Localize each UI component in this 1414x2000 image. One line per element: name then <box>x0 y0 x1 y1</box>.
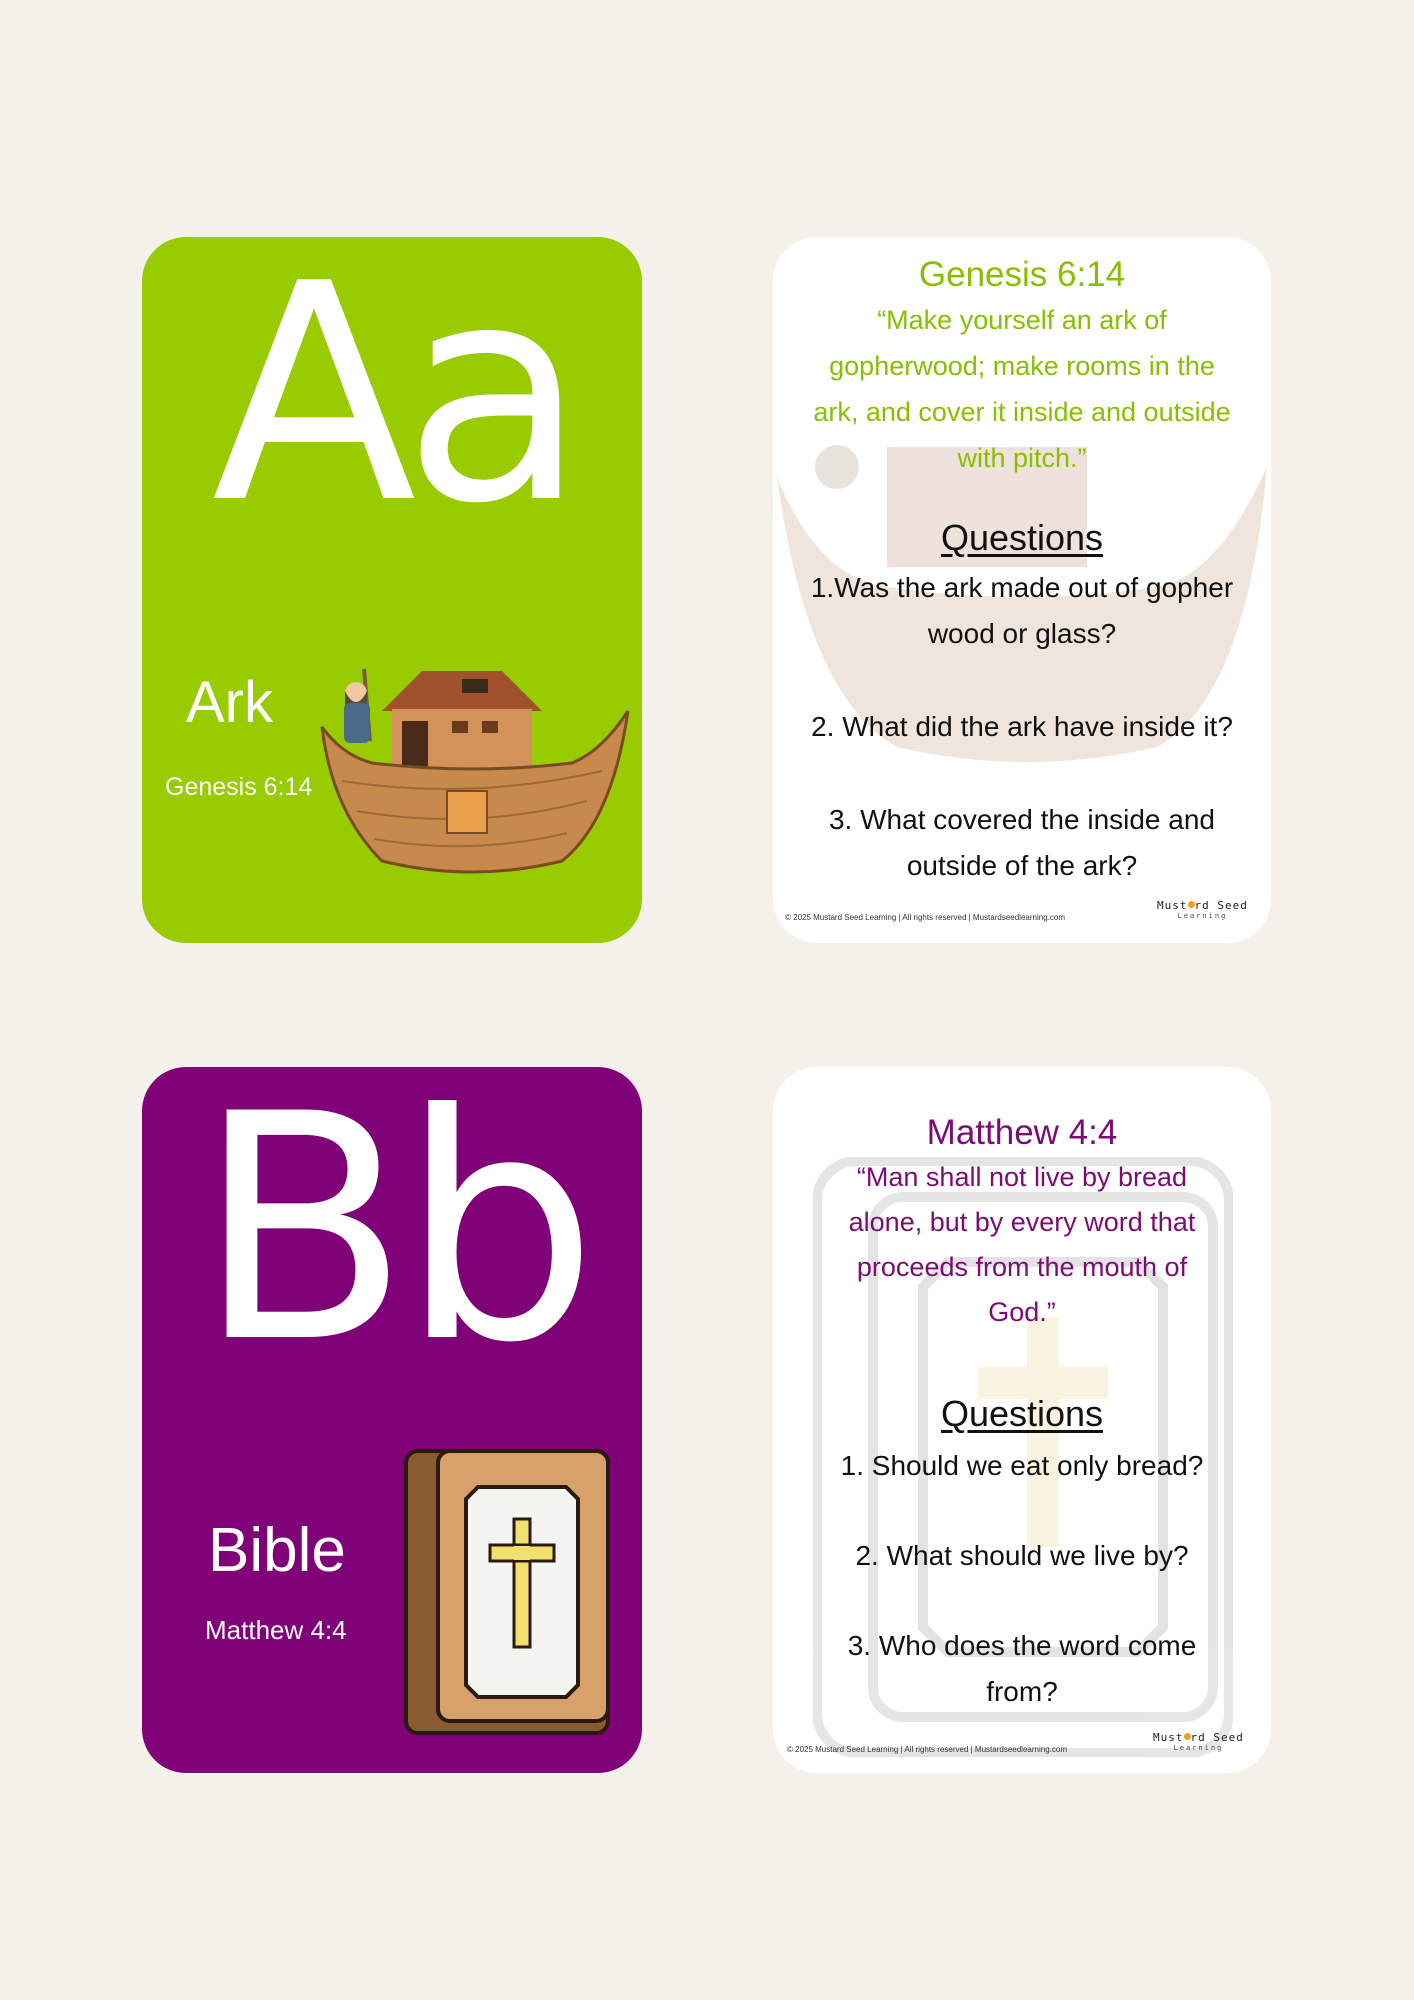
verse-text: “Make yourself an ark of gopherwood; make rooms in the ark, and cover it inside and outside with pitch.” <box>813 305 1231 473</box>
card-a-back <box>773 237 1271 943</box>
questions-heading: Questions <box>940 1393 1104 1434</box>
verse-reference: Matthew 4:4 <box>926 1113 1118 1152</box>
mustard-seed-icon <box>1184 1733 1191 1740</box>
question-item: 2. What did the ark have inside it? <box>811 711 1233 742</box>
question-item: 3. Who does the word come from? <box>847 1630 1197 1707</box>
brand-name: Must rd Seed <box>1153 1731 1244 1744</box>
brand-logo <box>1153 1731 1244 1752</box>
card-b-back <box>773 1067 1271 1773</box>
verse-reference: Genesis 6:14 <box>918 255 1126 294</box>
card-a-back-content <box>773 237 1271 889</box>
card-a-front <box>142 237 642 943</box>
brand-subtitle: Learning <box>1173 1744 1224 1752</box>
card-word: Bible <box>208 1516 346 1585</box>
big-letters: Bb <box>195 1067 589 1411</box>
questions-list <box>773 565 1271 889</box>
question-item: 1.Was the ark made out of gopher wood or glass? <box>810 572 1234 649</box>
card-b-back-content <box>773 1067 1271 1715</box>
questions-list <box>773 1443 1271 1715</box>
card-reference: Matthew 4:4 <box>205 1615 347 1645</box>
card-word: Ark <box>186 670 273 735</box>
brand-logo <box>1157 899 1248 920</box>
big-letters: Aa <box>211 237 573 569</box>
copyright-notice: © 2025 Mustard Seed Learning | All rights reserved | Mustardseedlearning.com <box>785 913 1065 922</box>
copyright-notice: © 2025 Mustard Seed Learning | All rights reserved | Mustardseedlearning.com <box>787 1745 1067 1754</box>
noah-ark-icon <box>312 651 632 891</box>
questions-heading: Questions <box>940 517 1104 558</box>
brand-subtitle: Learning <box>1177 912 1228 920</box>
card-b-front <box>142 1067 642 1773</box>
card-reference: Genesis 6:14 <box>165 773 313 801</box>
mustard-seed-icon <box>1188 901 1195 908</box>
question-item: 1. Should we eat only bread? <box>840 1450 1204 1481</box>
bible-book-icon <box>402 1447 612 1737</box>
brand-name: Must rd Seed <box>1157 899 1248 912</box>
verse-text: “Man shall not live by bread alone, but by every word that proceeds from the mouth of God.” <box>848 1162 1196 1327</box>
question-item: 3. What covered the inside and outside of the ark? <box>828 804 1215 881</box>
question-item: 2. What should we live by? <box>855 1540 1189 1571</box>
